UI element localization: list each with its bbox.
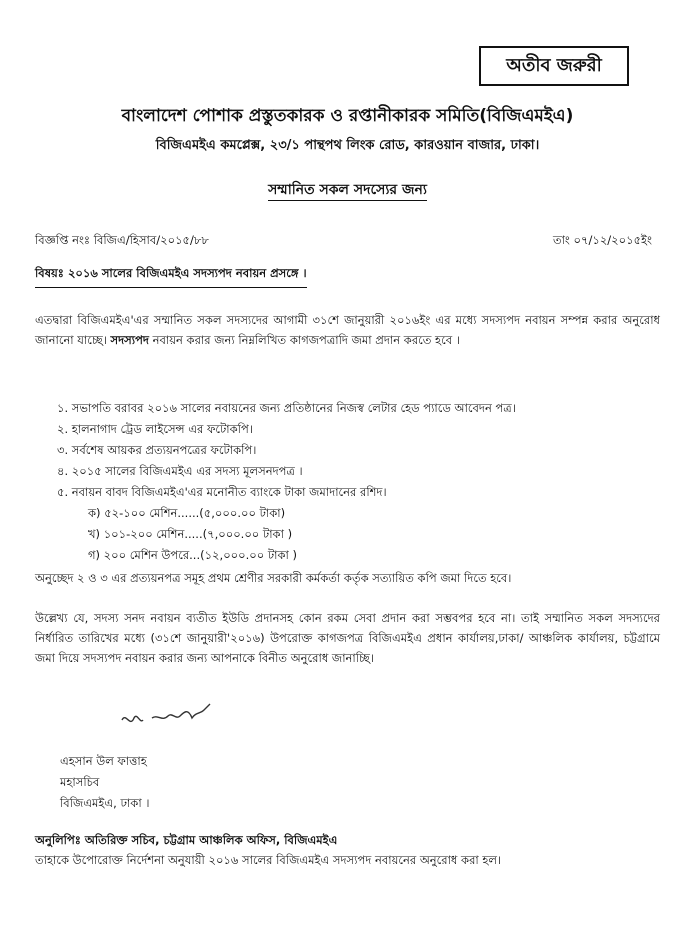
fee-item-a: ক) ৫২-১০০ মেশিন......(৫,০০০.০০ টাকা) [88,506,286,520]
reminder-paragraph: উল্লেখ্য যে, সদস্য সনদ নবায়ন ব্যতীত ইউডি প্রদানসহ কোন রকম সেবা প্রদান করা সম্ভবপর হবে না। তাই সম্মানিত সকল সদস্যদের নির্ধারিত তারিখের মধ্যে (৩১শে জানুয়ারী'২০১৬) উপরোক্ত কাগজপত্র বিজিএমইএ প্রধান কার্যালয়,ঢাকা/ আঞ্চলিক কার্যালয়, চট্টগ্রামে জমা দিয়ে সদস্যপদ নবায়ন করার জন্য আপনাকে বিনীত অনুরোধ জানাচ্ছি। [35,611,660,665]
audience-heading [0,178,695,202]
copy-to-body: তাহাকে উপোরোক্ত নির্দেশনা অনুযায়ী ২০১৬ সালের বিজিএমইএ সদস্যপদ নবায়নের অনুরোধ করা হল। [35,853,502,867]
document-item-1: ১. সভাপতি বরাবর ২০১৬ সালের নবায়নের জন্য প্রতিষ্ঠানের নিজস্ব লেটার হেড প্যাডে আবেদন পত্র। [57,401,516,415]
fee-item-c: গ) ২০০ মেশিন উপরে...(১২,০০০.০০ টাকা ) [88,548,298,562]
document-item-5: ৫. নবায়ন বাবদ বিজিএমইএ'এর মনোনীত ব্যাংকে টাকা জমাদানের রশিদ। [57,485,387,499]
signatory-title: মহাসচিব [60,775,100,789]
fee-item-b: খ) ১০১-২০০ মেশিন.....(৭,০০০.০০ টাকা ) [88,527,293,541]
intro-text-1: এতদ্বারা বিজিএমইএ'এর সম্মানিত সকল সদস্যদের আগামী ৩১শে জানুয়ারী ২০১৬ইং এর মধ্যে সদস্যপদ নবায়ন সম্পন্ন করার অনুরোধ জানানো যাচ্ছে। [35,313,660,347]
intro-text-2: নবায়ন করার জন্য নিম্নলিখিত কাগজপত্রাদি জমা প্রদান করতে হবে । [152,333,460,347]
urgent-stamp: অতীব জরুরী [479,46,629,86]
intro-paragraph [35,310,660,350]
document-item-2: ২. হালনাগাদ ট্রেড লাইসেন্স এর ফটোকপি। [57,422,253,436]
signatory-name: এহসান উল ফাত্তাহ [60,754,147,768]
organization-address: বিজিএমইএ কমপ্লেক্স, ২৩/১ পান্থপথ লিংক রোড, কারওয়ান বাজার, ঢাকা। [155,138,540,153]
copy-to-heading: অনুলিপিঃ অতিরিক্ত সচিব, চট্টগ্রাম আঞ্চলিক অফিস, বিজিএমইএ [35,833,338,847]
notice-date: তাং ০৭/১২/২০১৫ইং [552,233,652,247]
subject-line: বিষয়ঃ ২০১৬ সালের বিজিএমইএ সদস্যপদ নবায়ন প্রসঙ্গে । [35,265,307,288]
handwritten-signature [120,702,230,738]
reference-number: বিজ্ঞপ্তি নংঃ বিজিএ/হিসাব/২০১৫/৮৮ [35,233,209,247]
signatory-organization: বিজিএমইএ, ঢাকা । [60,796,150,810]
document-item-3: ৩. সর্বশেষ আয়কর প্রত্যয়নপত্রের ফটোকপি। [57,443,257,457]
audience-text: সম্মানিত সকল সদস্যের জন্য [268,182,427,201]
document-item-4: ৪. ২০১৫ সালের বিজিএমইএ এর সদস্য মূলসনদপত্র । [57,464,303,478]
attestation-note: অনুচ্ছেদ ২ ও ৩ এর প্রত্যয়নপত্র সমূহ প্রথম শ্রেণীর সরকারী কর্মকর্তা কর্তৃক সত্যায়িত কপি জমা দিতে হবে। [35,571,512,585]
organization-name: বাংলাদেশ পোশাক প্রস্তুতকারক ও রপ্তানীকারক সমিতি(বিজিএমইএ) [121,106,574,126]
intro-bold-word: সদস্যপদ [110,333,149,347]
